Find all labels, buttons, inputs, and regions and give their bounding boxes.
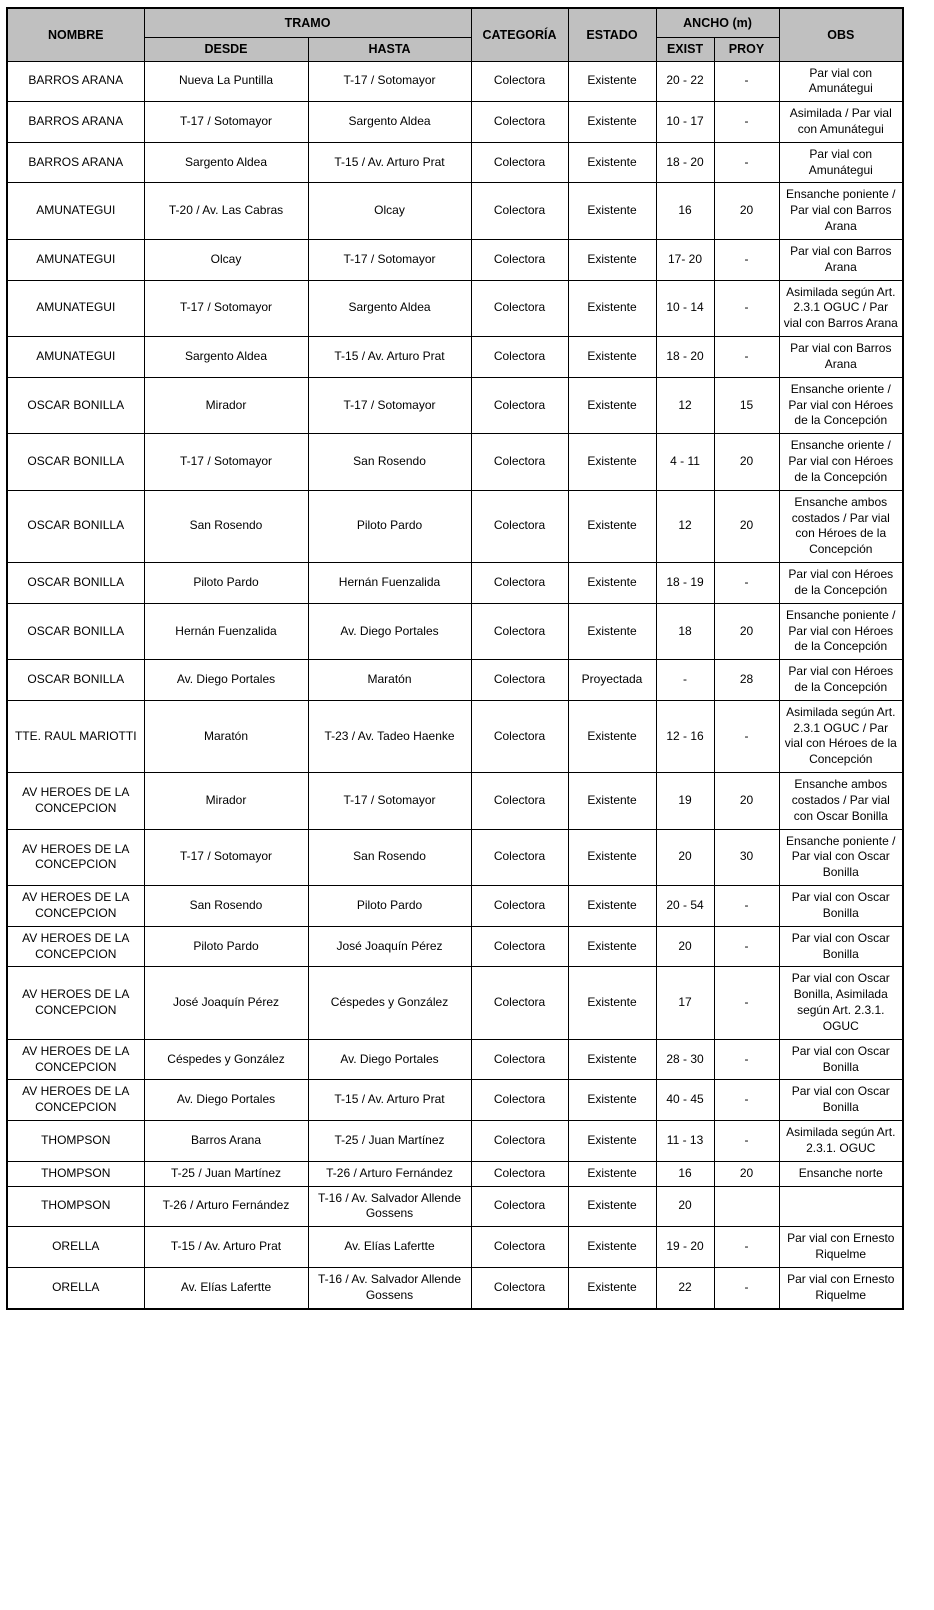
cell-estado: Existente [568,490,656,562]
cell-exist: 12 [656,377,714,433]
cell-desde: T-17 / Sotomayor [144,829,308,885]
cell-hasta: Sargento Aldea [308,102,471,143]
cell-estado: Existente [568,1227,656,1268]
cell-categoria: Colectora [471,773,568,829]
cell-nombre: OSCAR BONILLA [7,603,144,659]
cell-exist: 18 - 19 [656,563,714,604]
cell-proy: 20 [714,1161,779,1186]
table-row [7,239,903,280]
cell-obs: Asimilada según Art. 2.3.1 OGUC / Par vial con Barros Arana [779,280,903,336]
cell-desde: San Rosendo [144,886,308,927]
cell-exist: 12 - 16 [656,700,714,772]
cell-hasta: T-16 / Av. Salvador Allende Gossens [308,1186,471,1227]
cell-hasta: San Rosendo [308,829,471,885]
cell-nombre: THOMPSON [7,1186,144,1227]
cell-estado: Existente [568,829,656,885]
cell-estado: Existente [568,183,656,239]
cell-proy: - [714,700,779,772]
cell-categoria: Colectora [471,603,568,659]
cell-nombre: AMUNATEGUI [7,183,144,239]
cell-hasta: T-26 / Arturo Fernández [308,1161,471,1186]
cell-nombre: OSCAR BONILLA [7,434,144,490]
cell-desde: T-17 / Sotomayor [144,102,308,143]
cell-estado: Existente [568,700,656,772]
cell-hasta: Av. Diego Portales [308,1039,471,1080]
cell-proy: 20 [714,603,779,659]
cell-proy: 20 [714,183,779,239]
cell-nombre: THOMPSON [7,1121,144,1162]
cell-categoria: Colectora [471,660,568,701]
cell-categoria: Colectora [471,1161,568,1186]
table-row [7,1039,903,1080]
cell-categoria: Colectora [471,61,568,102]
cell-categoria: Colectora [471,377,568,433]
cell-exist: 16 [656,183,714,239]
cell-hasta: T-17 / Sotomayor [308,377,471,433]
cell-desde: Nueva La Puntilla [144,61,308,102]
cell-exist: 17- 20 [656,239,714,280]
cell-hasta: T-17 / Sotomayor [308,773,471,829]
cell-categoria: Colectora [471,1121,568,1162]
cell-hasta: Piloto Pardo [308,886,471,927]
table-row [7,142,903,183]
cell-nombre: THOMPSON [7,1161,144,1186]
cell-proy: - [714,563,779,604]
cell-hasta: T-16 / Av. Salvador Allende Gossens [308,1267,471,1308]
cell-exist: 28 - 30 [656,1039,714,1080]
table-row [7,926,903,967]
cell-estado: Existente [568,102,656,143]
cell-desde: T-25 / Juan Martínez [144,1161,308,1186]
cell-hasta: Olcay [308,183,471,239]
header-estado: ESTADO [568,8,656,61]
cell-obs: Asimilada según Art. 2.3.1. OGUC [779,1121,903,1162]
cell-nombre: AV HEROES DE LA CONCEPCION [7,829,144,885]
cell-proy: - [714,926,779,967]
cell-obs: Par vial con Oscar Bonilla [779,926,903,967]
cell-nombre: ORELLA [7,1267,144,1308]
cell-exist: 12 [656,490,714,562]
cell-desde: T-17 / Sotomayor [144,280,308,336]
cell-hasta: Céspedes y González [308,967,471,1039]
cell-hasta: San Rosendo [308,434,471,490]
cell-proy: 30 [714,829,779,885]
table-row [7,377,903,433]
cell-estado: Existente [568,967,656,1039]
cell-obs [779,1186,903,1227]
cell-nombre: OSCAR BONILLA [7,660,144,701]
table-row [7,967,903,1039]
table-row [7,886,903,927]
header-categoria: CATEGORÍA [471,8,568,61]
cell-estado: Existente [568,239,656,280]
cell-hasta: Av. Diego Portales [308,603,471,659]
cell-obs: Par vial con Barros Arana [779,239,903,280]
cell-obs: Par vial con Barros Arana [779,337,903,378]
cell-desde: T-26 / Arturo Fernández [144,1186,308,1227]
cell-proy: - [714,1267,779,1308]
cell-proy: - [714,280,779,336]
cell-estado: Existente [568,886,656,927]
table-row [7,280,903,336]
table-row [7,1267,903,1308]
table-header [7,8,903,61]
cell-exist: 20 [656,1186,714,1227]
cell-estado: Existente [568,926,656,967]
cell-proy: - [714,102,779,143]
cell-categoria: Colectora [471,280,568,336]
cell-categoria: Colectora [471,829,568,885]
cell-proy: - [714,1227,779,1268]
cell-obs: Par vial con Amunátegui [779,61,903,102]
header-proy: PROY [714,38,779,62]
cell-categoria: Colectora [471,926,568,967]
header-row-1 [7,8,903,38]
cell-obs: Par vial con Ernesto Riquelme [779,1267,903,1308]
cell-categoria: Colectora [471,1080,568,1121]
header-desde: DESDE [144,38,308,62]
cell-obs: Asimilada / Par vial con Amunátegui [779,102,903,143]
table-row [7,183,903,239]
cell-categoria: Colectora [471,434,568,490]
cell-exist: 4 - 11 [656,434,714,490]
cell-obs: Ensanche norte [779,1161,903,1186]
cell-categoria: Colectora [471,337,568,378]
cell-exist: 19 - 20 [656,1227,714,1268]
cell-hasta: T-17 / Sotomayor [308,61,471,102]
cell-obs: Par vial con Oscar Bonilla [779,1080,903,1121]
cell-proy: - [714,886,779,927]
table-row [7,1161,903,1186]
table-row [7,61,903,102]
cell-hasta: Av. Elías Lafertte [308,1227,471,1268]
table-row [7,603,903,659]
table-row [7,563,903,604]
table-row [7,700,903,772]
cell-estado: Existente [568,377,656,433]
table-row [7,337,903,378]
cell-estado: Existente [568,1039,656,1080]
cell-estado: Existente [568,1121,656,1162]
cell-hasta: Hernán Fuenzalida [308,563,471,604]
cell-hasta: Sargento Aldea [308,280,471,336]
cell-exist: 20 - 54 [656,886,714,927]
cell-obs: Ensanche poniente / Par vial con Héroes de la Concepción [779,603,903,659]
cell-nombre: AMUNATEGUI [7,280,144,336]
cell-categoria: Colectora [471,102,568,143]
cell-desde: T-20 / Av. Las Cabras [144,183,308,239]
cell-obs: Par vial con Héroes de la Concepción [779,563,903,604]
road-sections-table [6,7,904,1310]
cell-nombre: BARROS ARANA [7,142,144,183]
cell-estado: Existente [568,563,656,604]
cell-hasta: T-25 / Juan Martínez [308,1121,471,1162]
cell-exist: 18 - 20 [656,337,714,378]
cell-proy: 28 [714,660,779,701]
cell-estado: Existente [568,142,656,183]
cell-exist: 10 - 14 [656,280,714,336]
cell-obs: Par vial con Héroes de la Concepción [779,660,903,701]
cell-proy [714,1186,779,1227]
cell-estado: Existente [568,1080,656,1121]
cell-exist: 20 - 22 [656,61,714,102]
cell-hasta: José Joaquín Pérez [308,926,471,967]
cell-nombre: AV HEROES DE LA CONCEPCION [7,1080,144,1121]
cell-nombre: BARROS ARANA [7,102,144,143]
cell-exist: 16 [656,1161,714,1186]
cell-categoria: Colectora [471,1039,568,1080]
table-body [7,61,903,1309]
cell-desde: Av. Diego Portales [144,660,308,701]
cell-obs: Asimilada según Art. 2.3.1 OGUC / Par vial con Héroes de la Concepción [779,700,903,772]
cell-exist: 20 [656,926,714,967]
cell-estado: Existente [568,1267,656,1308]
cell-obs: Par vial con Oscar Bonilla [779,886,903,927]
cell-categoria: Colectora [471,239,568,280]
cell-estado: Existente [568,1186,656,1227]
header-nombre: NOMBRE [7,8,144,61]
cell-nombre: OSCAR BONILLA [7,377,144,433]
cell-nombre: AMUNATEGUI [7,239,144,280]
cell-exist: - [656,660,714,701]
cell-exist: 18 - 20 [656,142,714,183]
cell-nombre: OSCAR BONILLA [7,563,144,604]
cell-categoria: Colectora [471,1267,568,1308]
table-row [7,829,903,885]
cell-proy: 20 [714,434,779,490]
cell-nombre: AV HEROES DE LA CONCEPCION [7,886,144,927]
table-row [7,102,903,143]
cell-exist: 22 [656,1267,714,1308]
header-ancho: ANCHO (m) [656,8,779,38]
cell-proy: - [714,142,779,183]
cell-nombre: TTE. RAUL MARIOTTI [7,700,144,772]
cell-nombre: AV HEROES DE LA CONCEPCION [7,773,144,829]
cell-obs: Ensanche poniente / Par vial con Barros Arana [779,183,903,239]
cell-nombre: AV HEROES DE LA CONCEPCION [7,1039,144,1080]
cell-nombre: AV HEROES DE LA CONCEPCION [7,967,144,1039]
cell-desde: T-15 / Av. Arturo Prat [144,1227,308,1268]
cell-categoria: Colectora [471,967,568,1039]
cell-exist: 11 - 13 [656,1121,714,1162]
cell-categoria: Colectora [471,1227,568,1268]
cell-nombre: OSCAR BONILLA [7,490,144,562]
table-row [7,434,903,490]
cell-categoria: Colectora [471,183,568,239]
table-row [7,1080,903,1121]
cell-proy: 20 [714,773,779,829]
cell-estado: Existente [568,434,656,490]
cell-obs: Par vial con Oscar Bonilla, Asimilada según Art. 2.3.1. OGUC [779,967,903,1039]
cell-estado: Existente [568,61,656,102]
cell-desde: José Joaquín Pérez [144,967,308,1039]
cell-desde: Mirador [144,773,308,829]
cell-exist: 20 [656,829,714,885]
cell-proy: 15 [714,377,779,433]
table-row [7,1121,903,1162]
cell-proy: - [714,61,779,102]
table-row [7,490,903,562]
cell-estado: Existente [568,337,656,378]
cell-proy: - [714,1039,779,1080]
cell-categoria: Colectora [471,886,568,927]
cell-nombre: ORELLA [7,1227,144,1268]
header-exist: EXIST [656,38,714,62]
cell-estado: Existente [568,603,656,659]
cell-hasta: T-15 / Av. Arturo Prat [308,142,471,183]
header-hasta: HASTA [308,38,471,62]
cell-obs: Ensanche oriente / Par vial con Héroes de la Concepción [779,377,903,433]
cell-proy: - [714,239,779,280]
cell-proy: - [714,967,779,1039]
cell-hasta: T-15 / Av. Arturo Prat [308,337,471,378]
header-tramo: TRAMO [144,8,471,38]
cell-desde: Sargento Aldea [144,142,308,183]
cell-desde: Hernán Fuenzalida [144,603,308,659]
cell-categoria: Colectora [471,142,568,183]
cell-nombre: AMUNATEGUI [7,337,144,378]
cell-categoria: Colectora [471,563,568,604]
table-row [7,660,903,701]
cell-desde: Piloto Pardo [144,563,308,604]
cell-estado: Proyectada [568,660,656,701]
cell-obs: Par vial con Ernesto Riquelme [779,1227,903,1268]
header-obs: OBS [779,8,903,61]
cell-estado: Existente [568,773,656,829]
cell-exist: 10 - 17 [656,102,714,143]
cell-proy: - [714,1121,779,1162]
cell-obs: Ensanche oriente / Par vial con Héroes de la Concepción [779,434,903,490]
cell-proy: - [714,337,779,378]
cell-obs: Ensanche ambos costados / Par vial con Oscar Bonilla [779,773,903,829]
cell-hasta: Maratón [308,660,471,701]
cell-desde: T-17 / Sotomayor [144,434,308,490]
cell-desde: Piloto Pardo [144,926,308,967]
cell-estado: Existente [568,1161,656,1186]
cell-exist: 40 - 45 [656,1080,714,1121]
cell-desde: Sargento Aldea [144,337,308,378]
cell-nombre: AV HEROES DE LA CONCEPCION [7,926,144,967]
table-row [7,1227,903,1268]
cell-obs: Ensanche ambos costados / Par vial con Héroes de la Concepción [779,490,903,562]
cell-exist: 18 [656,603,714,659]
cell-hasta: T-17 / Sotomayor [308,239,471,280]
cell-desde: Mirador [144,377,308,433]
cell-desde: Maratón [144,700,308,772]
cell-hasta: Piloto Pardo [308,490,471,562]
cell-desde: San Rosendo [144,490,308,562]
cell-desde: Av. Elías Lafertte [144,1267,308,1308]
table-row [7,1186,903,1227]
cell-proy: - [714,1080,779,1121]
table-row [7,773,903,829]
cell-obs: Ensanche poniente / Par vial con Oscar Bonilla [779,829,903,885]
cell-categoria: Colectora [471,490,568,562]
cell-desde: Olcay [144,239,308,280]
cell-desde: Céspedes y González [144,1039,308,1080]
cell-nombre: BARROS ARANA [7,61,144,102]
cell-proy: 20 [714,490,779,562]
cell-categoria: Colectora [471,1186,568,1227]
cell-exist: 17 [656,967,714,1039]
cell-exist: 19 [656,773,714,829]
cell-obs: Par vial con Amunátegui [779,142,903,183]
cell-desde: Av. Diego Portales [144,1080,308,1121]
cell-hasta: T-15 / Av. Arturo Prat [308,1080,471,1121]
cell-desde: Barros Arana [144,1121,308,1162]
cell-estado: Existente [568,280,656,336]
cell-obs: Par vial con Oscar Bonilla [779,1039,903,1080]
cell-categoria: Colectora [471,700,568,772]
cell-hasta: T-23 / Av. Tadeo Haenke [308,700,471,772]
